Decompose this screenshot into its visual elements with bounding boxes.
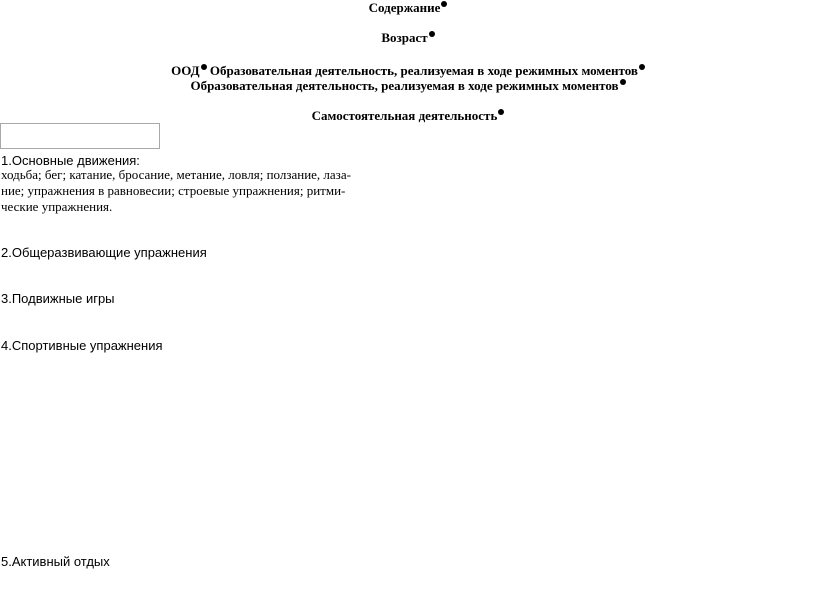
content-heading xyxy=(0,0,816,16)
bullet-dot-icon xyxy=(498,109,504,115)
bullet-dot-icon xyxy=(441,1,447,7)
ood-line2-text: Образовательная деятельность, реализуемая в ходе режимных моментов xyxy=(190,78,619,93)
item-active-rest: 5.Активный отдых xyxy=(1,554,110,569)
ood-heading-line1 xyxy=(0,63,816,79)
item-main-movements-line2: ние; упражнения в равновесии; строевые упражнения; ритми- xyxy=(1,183,346,198)
item-general-exercises: 2.Общеразвивающие упражнения xyxy=(1,245,207,260)
independent-heading-text: Самостоятельная деятельность xyxy=(311,108,498,123)
bullet-dot-icon xyxy=(639,64,645,70)
bullet-dot-icon xyxy=(620,79,626,85)
ood-heading-line2 xyxy=(0,78,816,94)
age-heading xyxy=(0,30,816,46)
bullet-dot-icon xyxy=(429,31,435,37)
content-heading-text: Содержание xyxy=(368,0,441,15)
item-main-movements-title: 1.Основные движения: xyxy=(1,153,140,168)
item-main-movements-line3: ческие упражнения. xyxy=(1,199,113,214)
age-heading-text: Возраст xyxy=(381,30,428,45)
item-outdoor-games: 3.Подвижные игры xyxy=(1,291,115,306)
item-sport-exercises: 4.Спортивные упражнения xyxy=(1,338,163,353)
ood-prefix-text: ООД xyxy=(171,63,200,78)
independent-heading xyxy=(0,108,816,124)
text-input[interactable] xyxy=(0,123,160,149)
item-main-movements-line1: ходьба; бег; катание, бросание, метание, ловля; ползание, лаза- xyxy=(1,167,351,182)
ood-line1-text: Образовательная деятельность, реализуемая в ходе режимных моментов xyxy=(206,63,638,78)
